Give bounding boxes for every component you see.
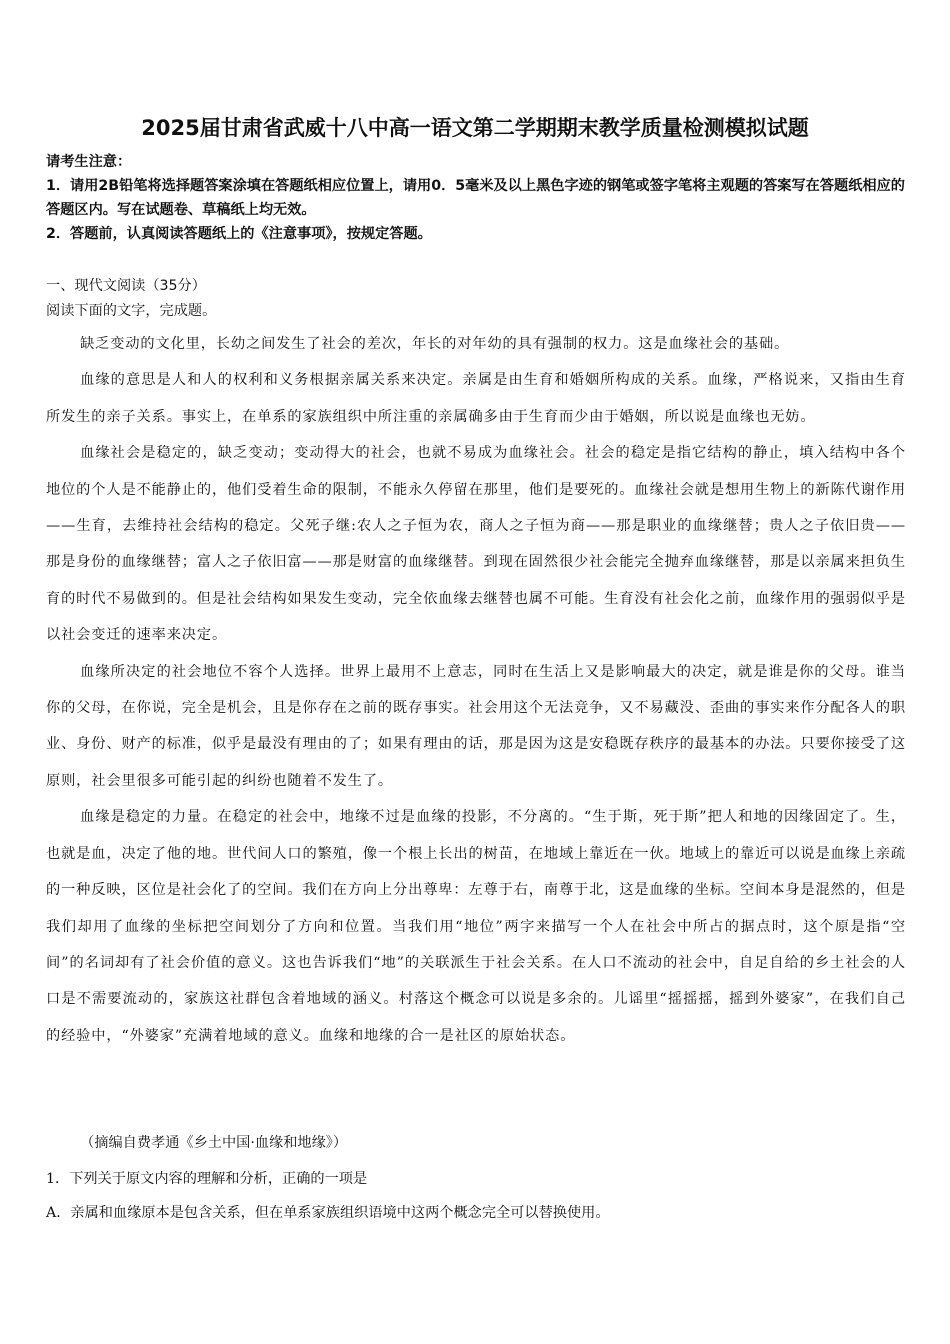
notice-heading: 请考生注意： bbox=[46, 154, 132, 170]
notice-item-2: 2．答题前，认真阅读答题纸上的《注意事项》，按规定答题。 bbox=[46, 226, 432, 242]
passage-paragraph-4: 血缘所决定的社会地位不容个人选择。世界上最用不上意志，同时在生活上又是影响最大的决定，就是谁是你的父母。谁当你的父母，在你说，完全是机会，且是你存在之前的既存事实。社会用这个无法竞争，又不易藏没、歪曲的事实来作分配各人的职业、身份、财产的标准，似乎是最没有理由的了；如果有理由的话，那是因为这是安稳既存秩序的最基本的办法。只要你接受了这原则，社会里很多可能引起的纠纷也随着不发生了。 bbox=[46, 663, 906, 789]
passage-paragraph-1: 缺乏变动的文化里，长幼之间发生了社会的差次，年长的对年幼的具有强制的权力。这是血缘社会的基础。 bbox=[80, 336, 790, 352]
section-heading: 一、现代文阅读（35分） bbox=[46, 278, 206, 294]
reading-passage bbox=[46, 326, 906, 1054]
page-title: 2025届甘肃省武威十八中高一语文第二学期期末教学质量检测模拟试题 bbox=[141, 116, 809, 140]
question-1-option-a: A．亲属和血缘原本是包含关系，但在单系家族组织语境中这两个概念完全可以替换使用。 bbox=[46, 1205, 610, 1221]
question-1-stem: 1．下列关于原文内容的理解和分析，正确的一项是 bbox=[46, 1171, 368, 1187]
passage-paragraph-3: 血缘社会是稳定的，缺乏变动；变动得大的社会，也就不易成为血缘社会。社会的稳定是指它结构的静止，填入结构中各个地位的个人是不能静止的，他们受着生命的限制，不能永久停留在那里，他们是要死的。血缘社会就是想用生物上的新陈代谢作用——生育，去维持社会结构的稳定。父死子继:农人之子恒为农，商人之子恒为商——那是职业的血缘继替；贵人之子依旧贵——那是身份的血缘继替；富人之子依旧富——那是财富的血缘继替。到现在固然很少社会能完全抛弃血缘继替，那是以亲属来担负生育的时代不易做到的。但是社会结构如果发生变动，完全依血缘去继替也属不可能。生育没有社会化之前，血缘作用的强弱似乎是以社会变迁的速率来决定。 bbox=[46, 445, 906, 644]
passage-paragraph-2: 血缘的意思是人和人的权利和义务根据亲属关系来决定。亲属是由生育和婚姻所构成的关系。血缘，严格说来，又指由生育所发生的亲子关系。事实上，在单系的家族组织中所注重的亲属确多由于生育而少由于婚姻，所以说是血缘也无妨。 bbox=[46, 372, 906, 425]
passage-paragraph-5: 血缘是稳定的力量。在稳定的社会中，地缘不过是血缘的投影，不分离的。“生于斯，死于斯”把人和地的因缘固定了。生，也就是血，决定了他的地。世代间人口的繁殖，像一个根上长出的树苗，在地域上靠近在一伙。地域上的靠近可以说是血缘上亲疏的一种反映，区位是社会化了的空间。我们在方向上分出尊卑：左尊于右，南尊于北，这是血缘的坐标。空间本身是混然的，但是我们却用了血缘的坐标把空间划分了方向和位置。当我们用“地位”两字来描写一个人在社会中所占的据点时，这个原是指“空间”的名词却有了社会价值的意义。这也告诉我们“地”的关联派生于社会关系。在人口不流动的社会中，自足自给的乡土社会的人口是不需要流动的，家族这社群包含着地域的涵义。村落这个概念可以说是多余的。儿谣里“摇摇摇，摇到外婆家”，在我们自己的经验中，“外婆家”充满着地域的意义。血缘和地缘的合一是社区的原始状态。 bbox=[46, 809, 906, 1044]
notice-item-1: 1．请用2B铅笔将选择题答案涂填在答题纸相应位置上，请用0．5毫米及以上黑色字迹的钢笔或签字笔将主观题的答案写在答题纸相应的答题区内。写在试题卷、草稿纸上均无效。 bbox=[46, 178, 905, 218]
passage-source: （摘编自费孝通《乡土中国·血缘和地缘》） bbox=[80, 1135, 348, 1151]
reading-instruction: 阅读下面的文字，完成题。 bbox=[46, 303, 217, 319]
exam-notice bbox=[46, 150, 906, 246]
